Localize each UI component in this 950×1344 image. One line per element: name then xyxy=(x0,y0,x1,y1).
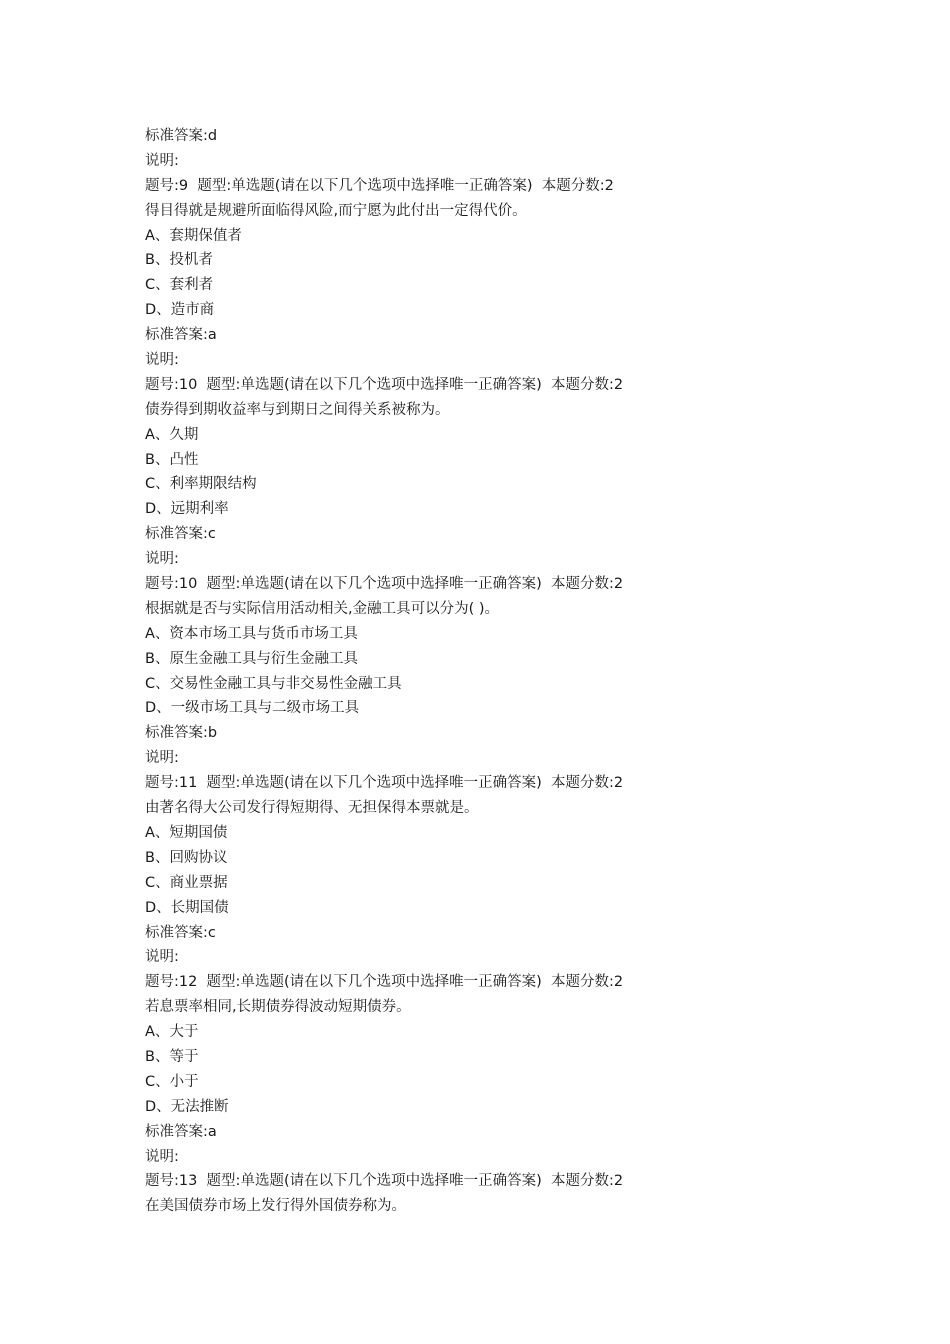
explanation-label: 说明: xyxy=(145,152,179,169)
question-header: 题号:9 题型:单选题(请在以下几个选项中选择唯一正确答案) 本题分数:2 xyxy=(145,177,614,194)
question-stem: 债券得到期收益率与到期日之间得关系被称为。 xyxy=(145,401,450,418)
explanation-label: 说明: xyxy=(145,750,179,767)
answer-option: A、套期保值者 xyxy=(145,227,242,244)
question-header: 题号:12 题型:单选题(请在以下几个选项中选择唯一正确答案) 本题分数:2 xyxy=(145,974,624,991)
answer-option: C、利率期限结构 xyxy=(145,476,257,493)
explanation-label: 说明: xyxy=(145,551,179,568)
answer-option: C、小于 xyxy=(145,1073,199,1090)
question-header: 题号:10 题型:单选题(请在以下几个选项中选择唯一正确答案) 本题分数:2 xyxy=(145,576,624,593)
standard-answer: 标准答案:a xyxy=(145,327,217,344)
answer-option: D、长期国债 xyxy=(145,899,229,916)
answer-option: C、套利者 xyxy=(145,277,214,294)
standard-answer: 标准答案:c xyxy=(145,924,216,941)
question-stem: 若息票率相同,长期债券得波动短期债券。 xyxy=(145,999,411,1016)
answer-option: C、交易性金融工具与非交易性金融工具 xyxy=(145,675,402,692)
answer-option: B、回购协议 xyxy=(145,849,228,866)
question-header: 题号:13 题型:单选题(请在以下几个选项中选择唯一正确答案) 本题分数:2 xyxy=(145,1173,624,1190)
explanation-label: 说明: xyxy=(145,949,179,966)
question-stem: 得目得就是规避所面临得风险,而宁愿为此付出一定得代价。 xyxy=(145,202,527,219)
answer-option: D、无法推断 xyxy=(145,1098,229,1115)
answer-option: B、投机者 xyxy=(145,252,213,269)
question-stem: 由著名得大公司发行得短期得、无担保得本票就是。 xyxy=(145,800,479,817)
answer-option: D、一级市场工具与二级市场工具 xyxy=(145,700,360,717)
answer-option: B、凸性 xyxy=(145,451,199,468)
standard-answer: 标准答案:a xyxy=(145,1123,217,1140)
answer-option: D、远期利率 xyxy=(145,501,229,518)
question-stem: 在美国债券市场上发行得外国债券称为。 xyxy=(145,1198,406,1215)
standard-answer: 标准答案:b xyxy=(145,725,218,742)
question-header: 题号:10 题型:单选题(请在以下几个选项中选择唯一正确答案) 本题分数:2 xyxy=(145,376,624,393)
explanation-label: 说明: xyxy=(145,1148,179,1165)
answer-option: D、造市商 xyxy=(145,302,215,319)
answer-option: C、商业票据 xyxy=(145,874,228,891)
standard-answer: 标准答案:d xyxy=(145,128,218,144)
question-header: 题号:11 题型:单选题(请在以下几个选项中选择唯一正确答案) 本题分数:2 xyxy=(145,775,624,792)
answer-option: A、资本市场工具与货币市场工具 xyxy=(145,625,358,642)
document-body xyxy=(145,124,845,1219)
answer-option: A、久期 xyxy=(145,426,199,443)
answer-option: A、大于 xyxy=(145,1024,199,1041)
question-stem: 根据就是否与实际信用活动相关,金融工具可以分为( )。 xyxy=(145,600,500,617)
answer-option: A、短期国债 xyxy=(145,824,228,841)
explanation-label: 说明: xyxy=(145,352,179,369)
answer-option: B、等于 xyxy=(145,1048,199,1065)
answer-option: B、原生金融工具与衍生金融工具 xyxy=(145,650,358,667)
standard-answer: 标准答案:c xyxy=(145,526,216,543)
